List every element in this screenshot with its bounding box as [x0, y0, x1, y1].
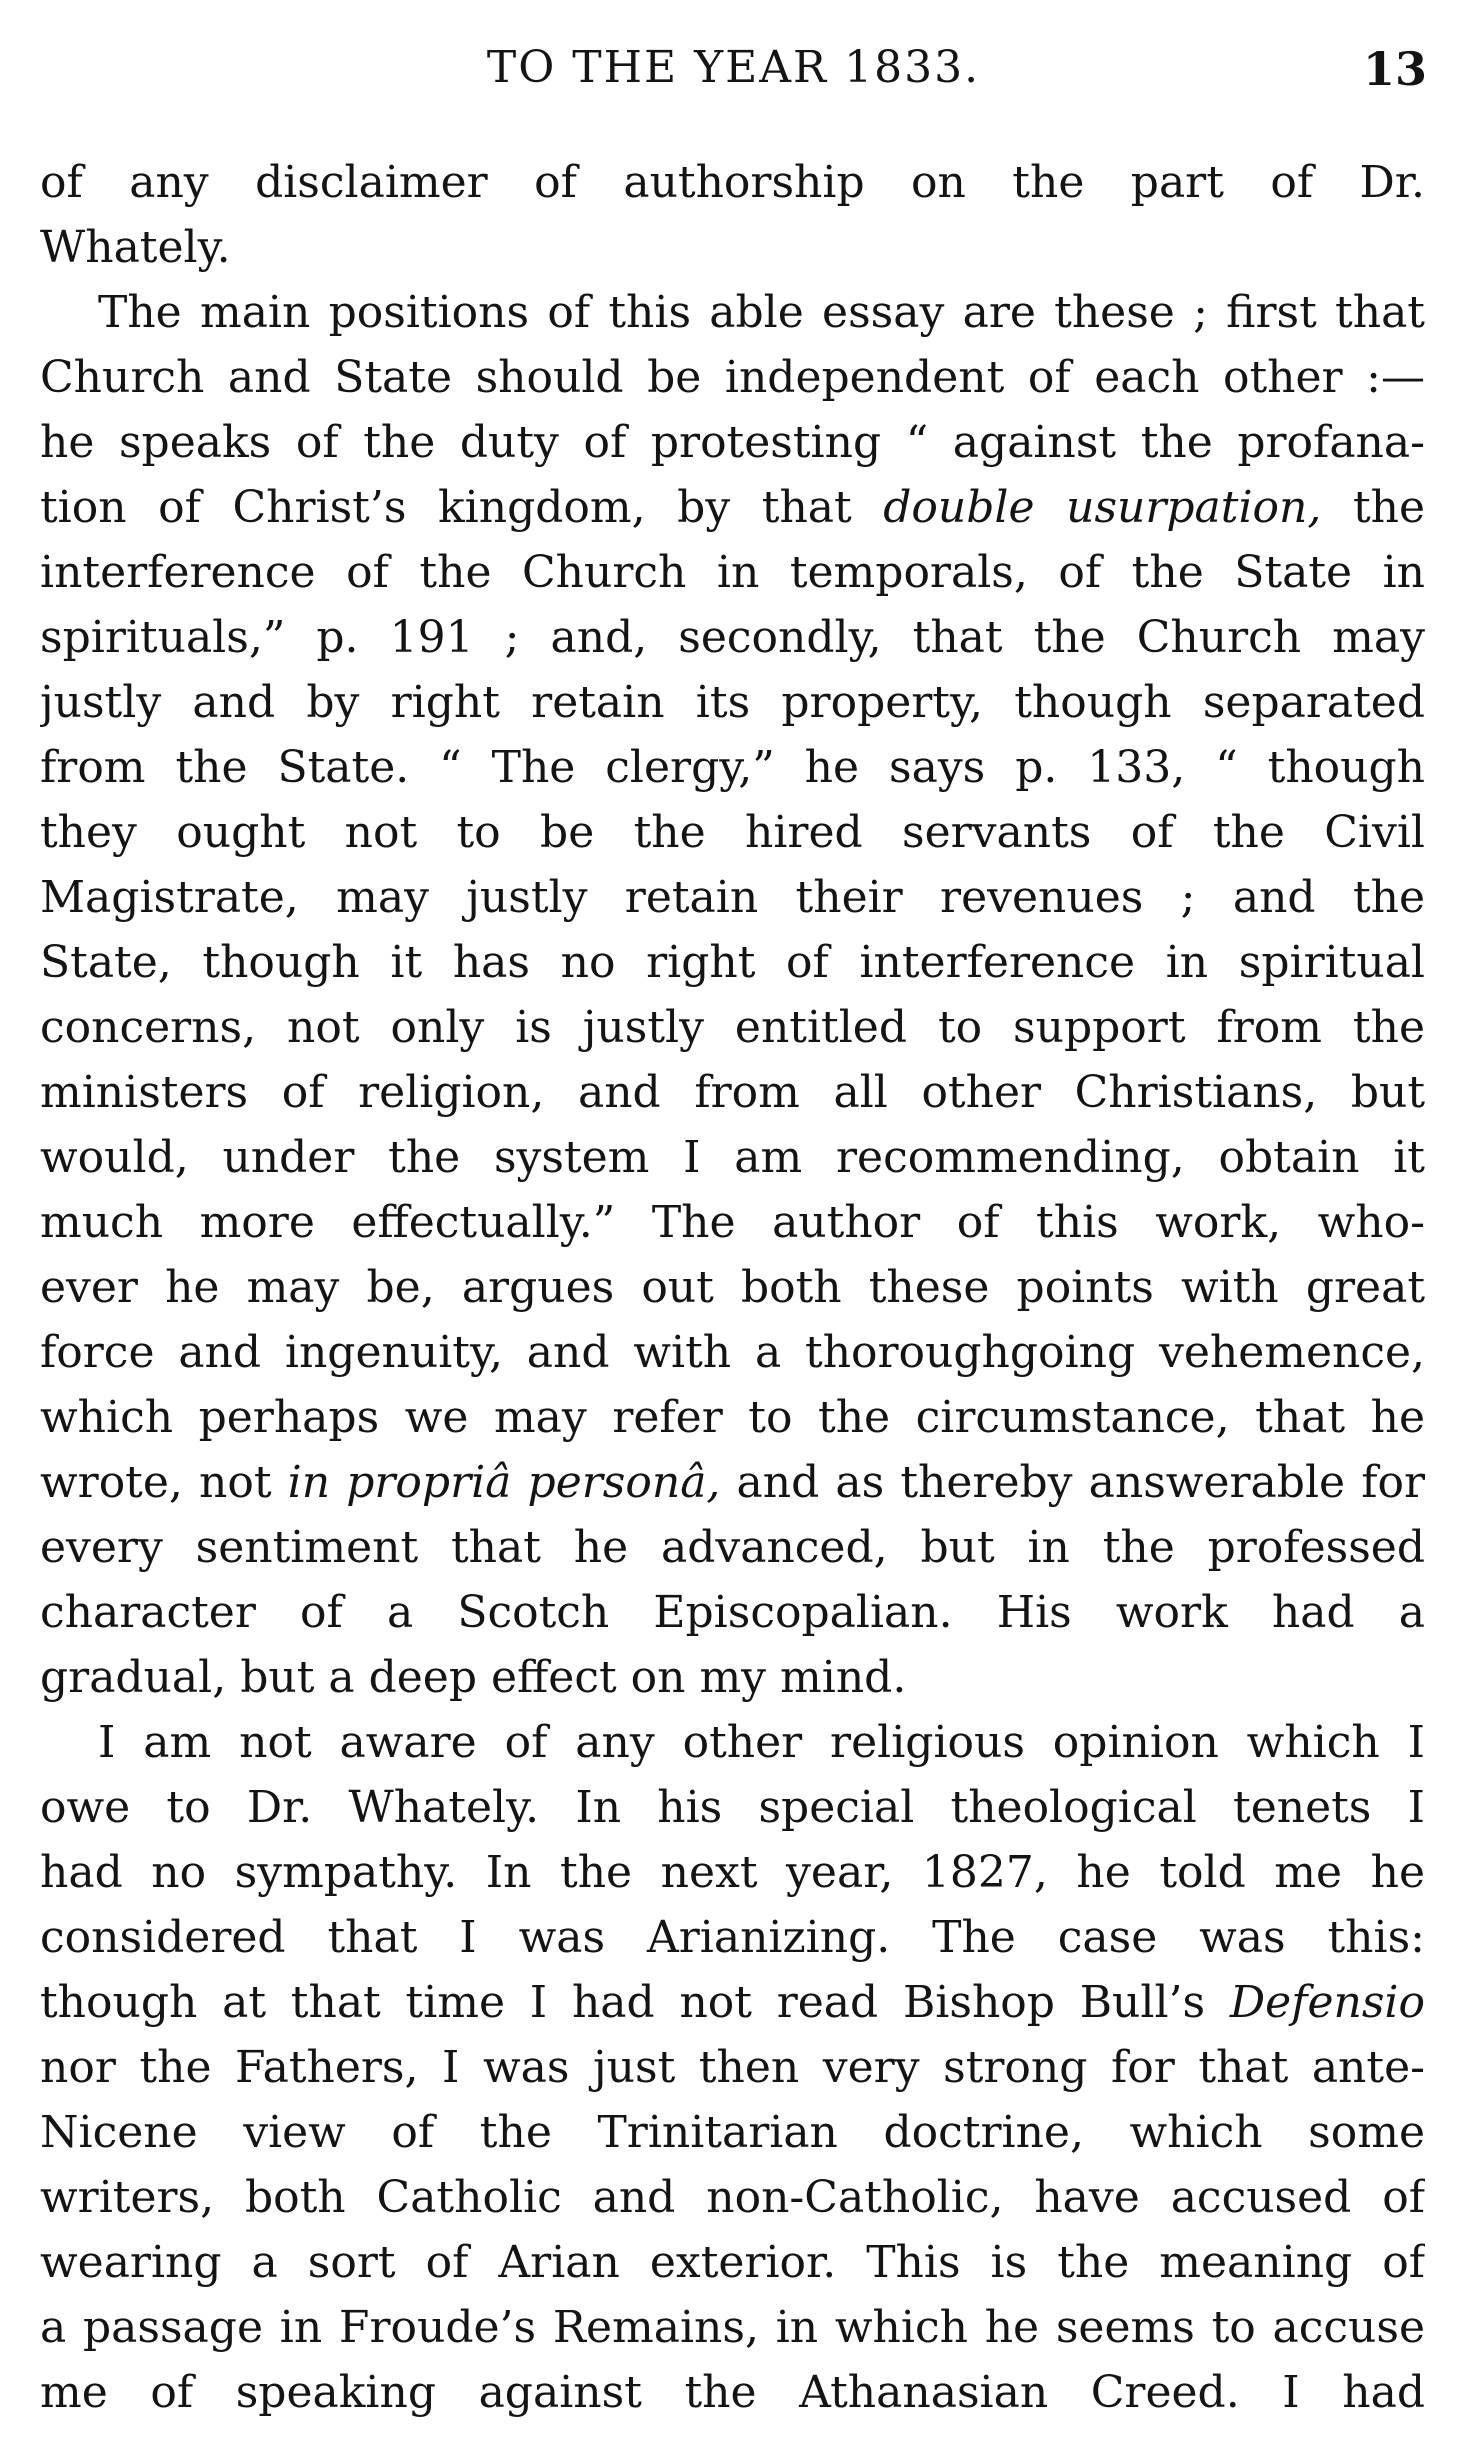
text-line: concerns, not only is justly entitled to support from the	[40, 1002, 1425, 1053]
text-line: would, under the system I am recommending, obtain it	[40, 1132, 1425, 1183]
text-line: of any disclaimer of authorship on the part of Dr.	[40, 157, 1425, 208]
text-line: force and ingenuity, and with a thoroughgoing vehemence,	[40, 1327, 1425, 1378]
text-line: Nicene view of the Trinitarian doctrine, which some	[40, 2107, 1425, 2158]
body-text	[40, 150, 1425, 2425]
text-line: State, though it has no right of interference in spiritual	[40, 937, 1425, 988]
text-line: gradual, but a deep effect on my mind.	[40, 1652, 907, 1703]
text-line: writers, both Catholic and non-Catholic, have accused of	[40, 2172, 1425, 2223]
text-line: me of speaking against the Athanasian Creed. I had	[40, 2367, 1425, 2418]
page-header	[40, 42, 1427, 102]
page-number: 13	[1362, 42, 1427, 96]
text-line	[40, 1450, 1425, 1515]
text-line: ministers of religion, and from all other Christians, but	[40, 1067, 1425, 1118]
text-line: spirituals,” p. 191 ; and, secondly, that the Church may	[40, 612, 1425, 663]
text-segment: wrote, not	[40, 1457, 288, 1508]
text-segment: tion of Christ’s kingdom, by that	[40, 482, 884, 533]
running-title: TO THE YEAR 1833.	[486, 42, 981, 93]
text-line: interference of the Church in temporals, of the State in	[40, 547, 1425, 598]
text-line: considered that I was Arianizing. The case was this:	[40, 1912, 1425, 1963]
text-segment: the	[1321, 482, 1425, 533]
text-line: a passage in Froude’s Remains, in which he seems to accuse	[40, 2302, 1425, 2353]
text-line: Magistrate, may justly retain their revenues ; and the	[40, 872, 1425, 923]
text-line: character of a Scotch Episcopalian. His work had a	[40, 1587, 1425, 1638]
text-line: every sentiment that he advanced, but in the professed	[40, 1522, 1425, 1573]
text-line: from the State. “ The clergy,” he says p. 133, “ though	[40, 742, 1425, 793]
text-line: I am not aware of any other religious opinion which I	[98, 1717, 1425, 1768]
text-line: they ought not to be the hired servants of the Civil	[40, 807, 1425, 858]
text-line: had no sympathy. In the next year, 1827, he told me he	[40, 1847, 1425, 1898]
italic-phrase: Defensio	[1229, 1977, 1425, 2028]
text-segment: and as thereby answerable for	[720, 1457, 1425, 1508]
text-line: justly and by right retain its property, though separated	[40, 677, 1425, 728]
text-line	[40, 475, 1425, 540]
text-line: wearing a sort of Arian exterior. This is the meaning of	[40, 2237, 1425, 2288]
text-line: he speaks of the duty of protesting “ against the profana-	[40, 417, 1425, 468]
text-line: much more effectually.” The author of this work, who-	[40, 1197, 1425, 1248]
text-line: owe to Dr. Whately. In his special theological tenets I	[40, 1782, 1425, 1833]
italic-phrase: double usurpation,	[883, 482, 1322, 533]
italic-phrase: in propriâ personâ,	[287, 1457, 721, 1508]
text-line: nor the Fathers, I was just then very strong for that ante-	[40, 2042, 1425, 2093]
text-segment: though at that time I had not read Bishop Bull’s	[40, 1977, 1230, 2028]
text-line: Whately.	[40, 222, 231, 273]
text-line: The main positions of this able essay are these ; first that	[98, 287, 1425, 338]
text-line	[40, 1970, 1425, 2035]
text-line: Church and State should be independent of each other :—	[40, 352, 1425, 403]
text-line: ever he may be, argues out both these points with great	[40, 1262, 1425, 1313]
text-line: which perhaps we may refer to the circumstance, that he	[40, 1392, 1425, 1443]
